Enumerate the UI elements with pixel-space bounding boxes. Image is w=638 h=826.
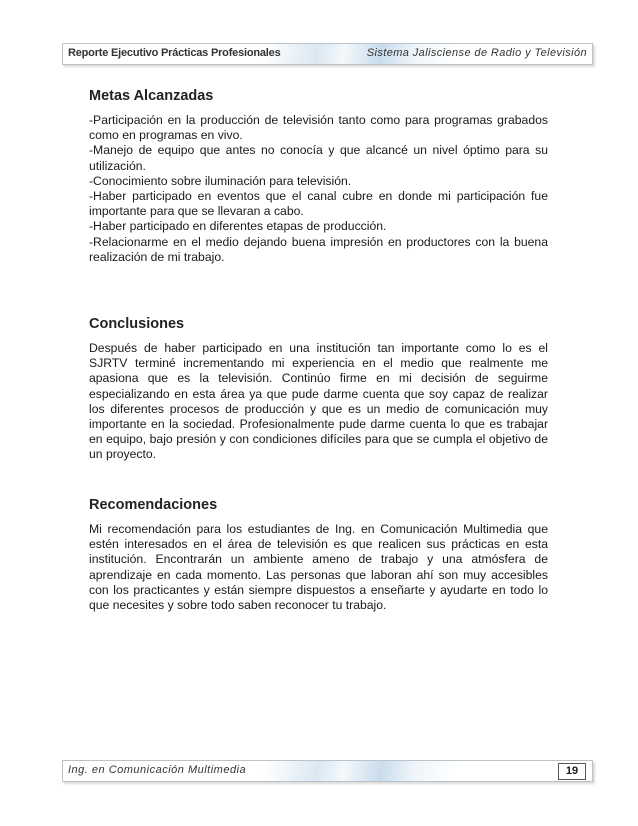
goal-item: -Manejo de equipo que antes no conocía y que alcancé un nivel óptimo para su utilización. [89,143,548,173]
goal-item: -Haber participado en diferentes etapas de producción. [89,219,387,234]
page-header [62,43,593,65]
section-body [89,113,548,265]
section-recomendaciones [89,497,548,613]
section-title: Metas Alcanzadas [89,88,214,104]
page-number: 19 [558,763,586,780]
goal-item: -Haber participado en eventos que el canal cubre en donde mi participación fue importante para que se llevaran a cabo. [89,189,548,219]
goal-item: -Conocimiento sobre iluminación para televisión. [89,173,352,188]
section-paragraph: Mi recomendación para los estudiantes de Ing. en Comunicación Multimedia que estén interesados en el área de televisión es que realicen sus prácticas en esta institución. Encontrarán un ambiente ameno de trabajo y una atmósfera de aprendizaje en cada momento. Las personas que laboran ahí son muy accesibles con los practicantes y están siempre dispuestos a enseñarte y ayudarte en todo lo que necesites y sobre todo saben reconocer tu trabajo. [89,522,548,613]
header-report-title: Reporte Ejecutivo Prácticas Profesionales [68,47,281,59]
section-metas-alcanzadas [89,88,548,265]
footer-program: Ing. en Comunicación Multimedia [68,764,247,776]
section-title: Recomendaciones [89,497,218,513]
page-footer [62,760,593,782]
section-title: Conclusiones [89,316,185,332]
section-paragraph: Después de haber participado en una institución tan importante como lo es el SJRTV terminé incrementando mi experiencia en el medio que realmente me apasiona que es la televisión. Continúo firme en mi decisión de seguirme especializando en esta área ya que pude darme cuenta que soy capaz de realizar los diferentes procesos de producción y que es un medio de comunicación muy importante en la sociedad. Profesionalmente pude darme cuenta lo que es trabajar en equipo, bajo presión y con condiciones difíciles para que se cumpla el objetivo de un proyecto. [89,341,548,462]
header-institution: Sistema Jalisciense de Radio y Televisión [366,47,587,59]
goal-item: -Relacionarme en el medio dejando buena impresión en productores con la buena realización de mi trabajo. [89,234,548,264]
section-conclusiones [89,316,548,463]
goal-item: -Participación en la producción de televisión tanto como para programas grabados como en programas en vivo. [89,113,548,143]
